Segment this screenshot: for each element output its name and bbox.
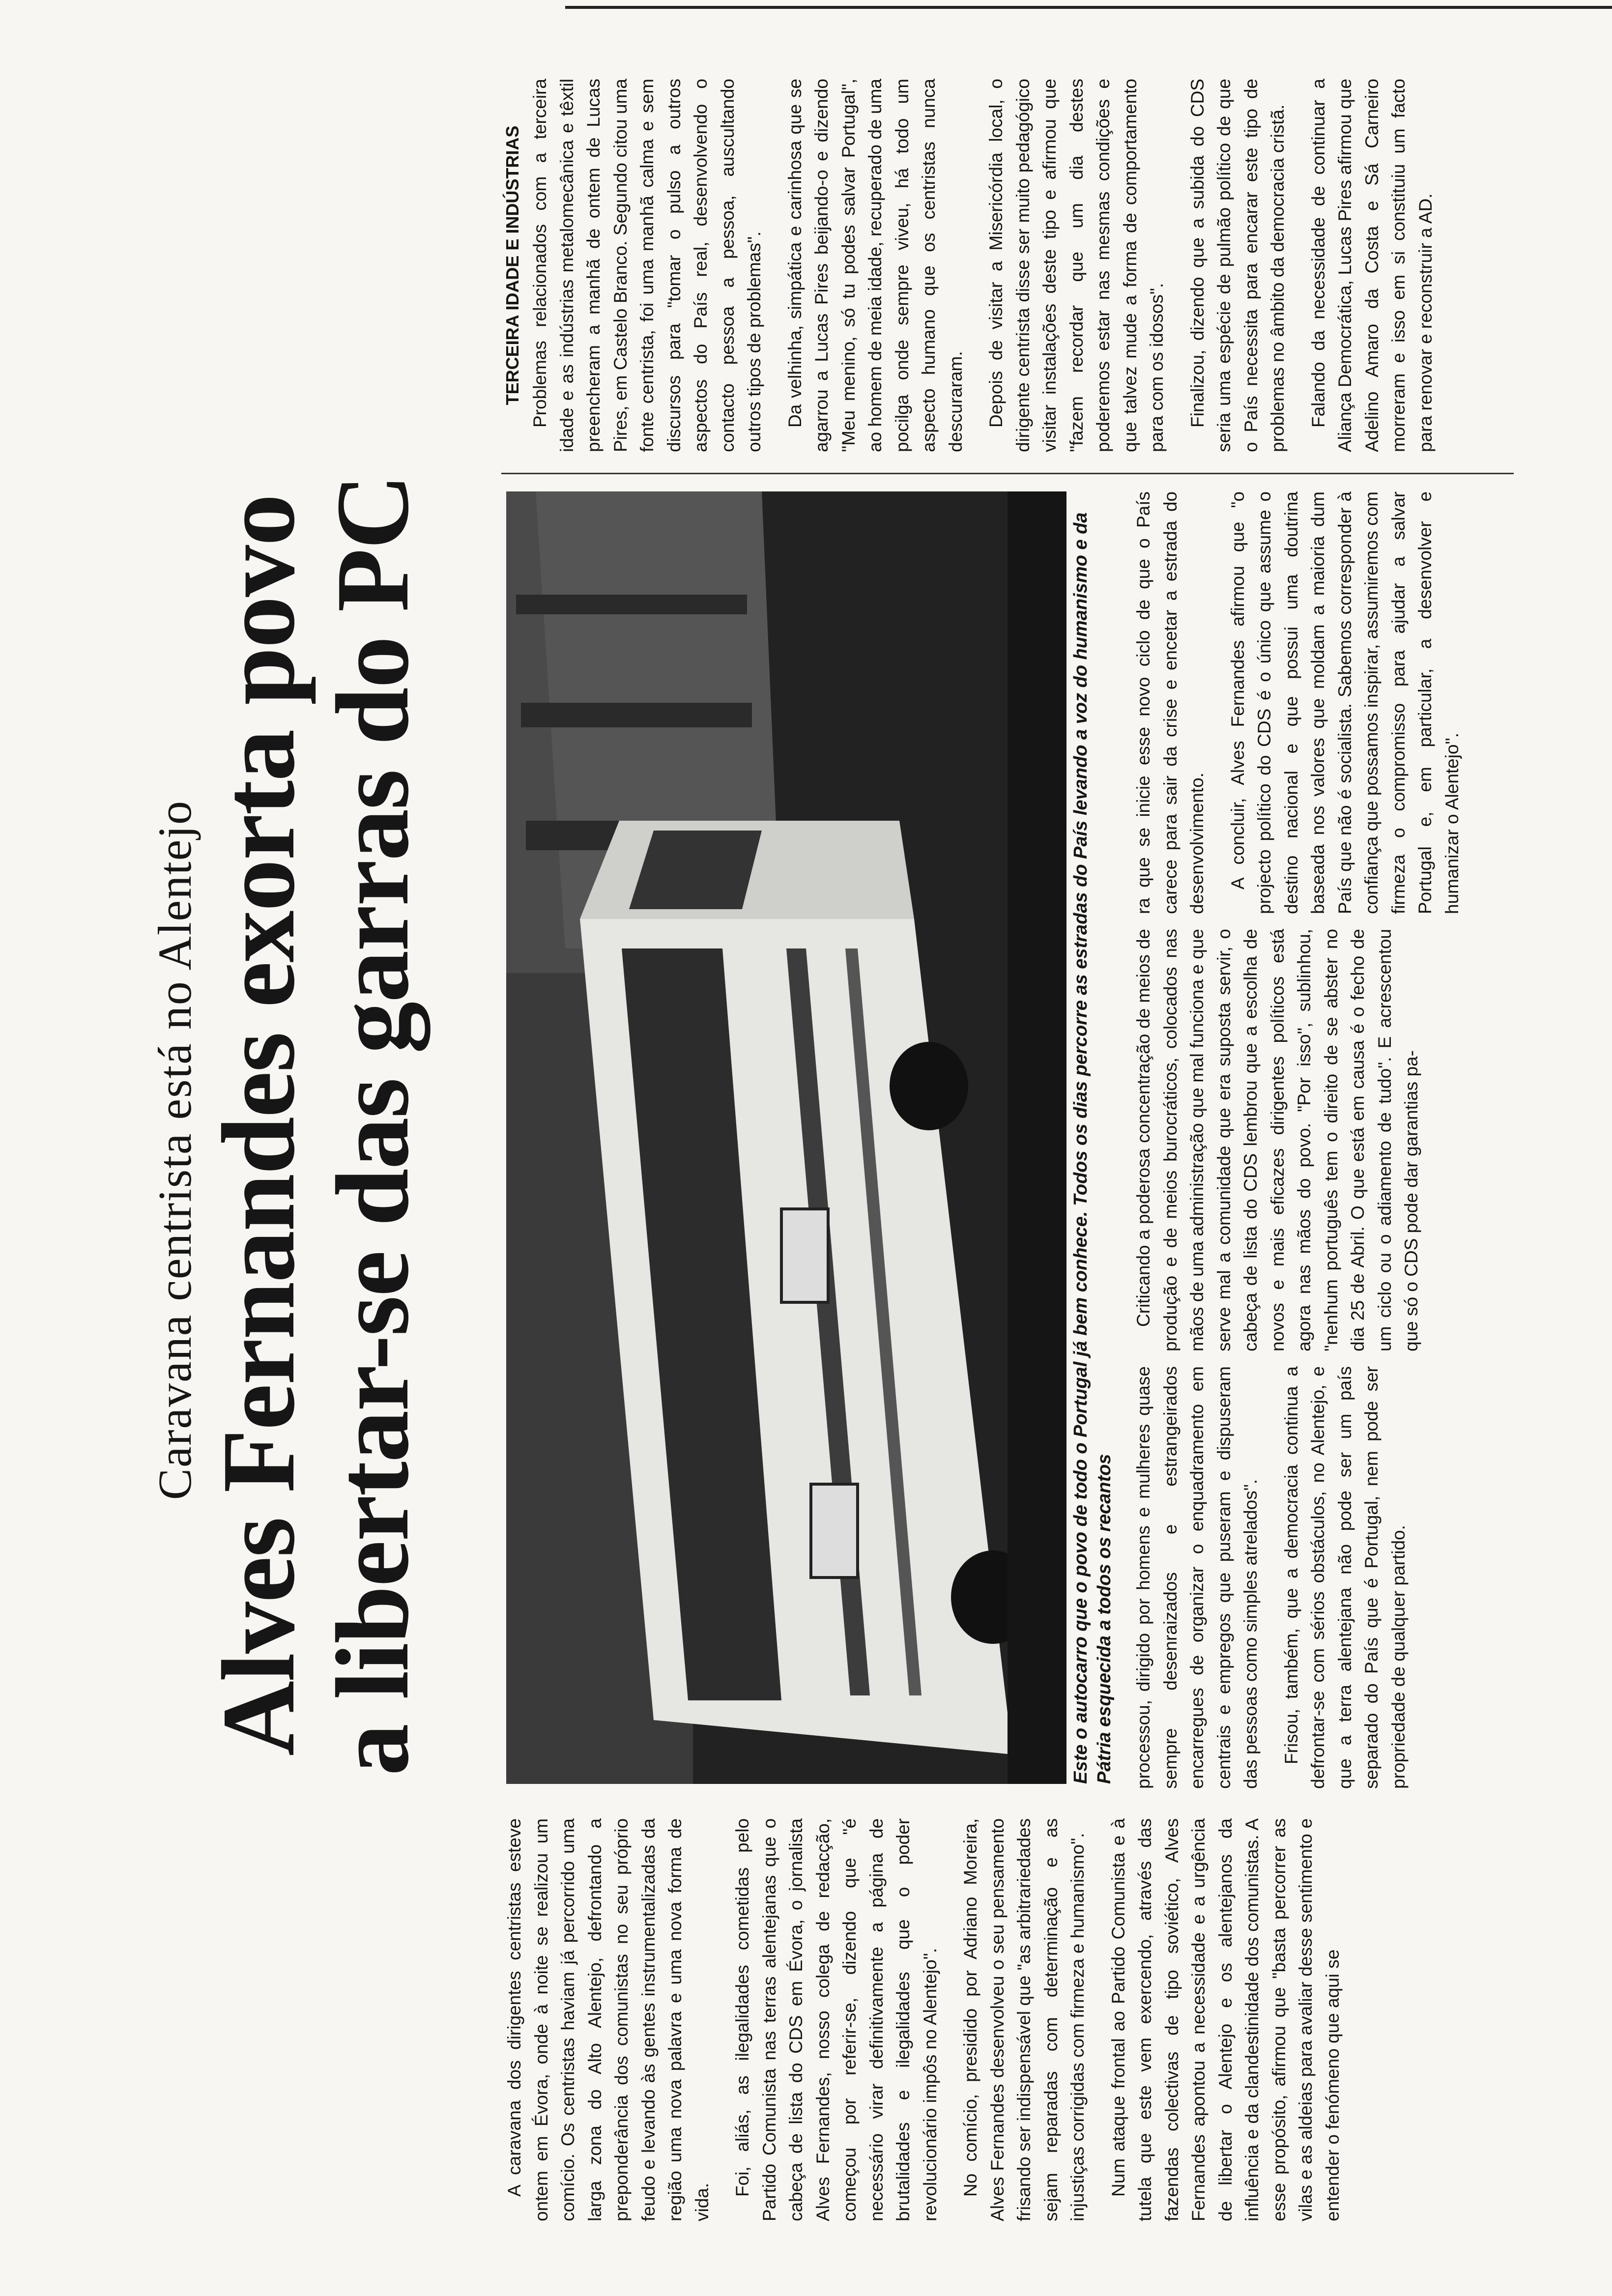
paragraph: A concluir, Alves Fernandes afirmou que "o projecto político do CDS é o único que assume o destino nacional e que possui uma doutrina baseada nos valores que moldam a maioria dum País que não é socialista. Sabemos corresponder à confiança que possamos inspirar, assumiremos com firmeza o compromisso para ajudar a salvar Portugal e, em particular, a desenvolver e humanizar o Alentejo". xyxy=(1227,491,1462,914)
subhead-terceira-idade: TERCEIRA IDADE E INDÚSTRIAS xyxy=(502,125,522,405)
headline-line-2: a libertar-se das garras do PC xyxy=(315,475,430,1776)
paragraph: Finalizou, dizendo que a subida do CDS seria uma espécie de pulmão político de que o País necessita para encarar este tipo de problemas no âmbito da democracia cristã. xyxy=(1187,79,1288,452)
column-2 xyxy=(1130,1366,1514,1789)
paragraph: ra que se inicie esse novo ciclo de que o País carece para sair da crise e encetar a estrada do desenvolvimento. xyxy=(1133,491,1207,914)
paragraph: Problemas relacionados com a terceira idade e as indústrias metalomecânica e têxtil preencheram a manhã de ontem de Lucas Pires, em Castelo Branco. Segundo citou uma fonte centrista, foi uma manhã calma e sem discursos para "tomar o pulso a outros aspectos do País real, desenvolvendo o contacto pessoa a pessoa, auscultando outros tipos de problemas". xyxy=(530,79,764,452)
column-1 xyxy=(501,1818,1514,2221)
paragraph: processou, dirigido por homens e mulheres quase sempre desenraizados e estrangeirados encarregues de organizar o enquadramento em centrais e empregos que puseram e dispuseram das pessoas como simples atrelados". xyxy=(1133,1366,1261,1789)
top-rule xyxy=(565,6,1612,9)
paragraph: Criticando a poderosa concentração de meios de produção e de meios burocráticos, colocados nas mãos de uma administração que mal funciona e que serve mal a comunidade que era suposta servir, o cabeça de lista do CDS lembrou que a escolha de novos e mais eficazes dirigentes políticos está agora nas mãos do povo. "Por isso", sublinhou, "nenhum português tem o direito de se abster no dia 25 de Abril. O que está em causa é o fecho de um ciclo ou o adiamento de tudo". E acrescentou que só o CDS pode dar garantias pa- xyxy=(1133,929,1421,1351)
paragraph: Da velhinha, simpática e carinhosa que se agarrou a Lucas Pires beijando-o e dizendo "Meu menino, só tu podes salvar Portugal", ao homem de meia idade, recuperado de uma pocilga onde sempre viveu, há todo um aspecto humano que os centristas nunca descuraram. xyxy=(784,79,966,452)
column-5 xyxy=(501,79,1514,452)
headline xyxy=(202,167,430,2084)
article xyxy=(128,79,1533,2231)
column-4 xyxy=(1130,491,1514,914)
paragraph: Num ataque frontal ao Partido Comunista e à tutela que este vem exercendo, através das fazendas colectivas de tipo soviético, Alves Fernandes apontou a necessidade e a urgência de libertar o Alentejo e os alentejanos da influência e da clandestinidade dos comunistas. A esse propósito, afirmou que "basta percorrer as vilas e as aldeias para avaliar desse sentimento e entender o fenómeno que aqui se xyxy=(1108,1818,1343,2221)
paragraph: A caravana dos dirigentes centristas esteve ontem em Évora, onde à noite se realizou um comício. Os centristas haviam já percorrido uma larga zona do Alto Alentejo, defrontando a preponderância dos comunistas no seu próprio feudo e levando às gentes instrumentalizadas da região uma nova palavra e uma nova forma de vida. xyxy=(504,1818,712,2221)
paragraph: Falando da necessidade de continuar a Aliança Democrática, Lucas Pires afirmou que Adelino Amaro da Costa e Sá Carneiro morreram e isso em si constituiu um facto para renovar e reconstruir a AD. xyxy=(1308,79,1436,452)
photo-caption: Este o autocarro que o povo de todo o Portugal já bem conhece. Todos os dias percorre as estradas do País levando a voz do humanismo e da Pátria esquecida a todos os recantos xyxy=(1070,512,1115,1784)
bus-photo-graphic xyxy=(506,491,1066,1784)
paragraph: Foi, aliás, as ilegalidades cometidas pelo Partido Comunista nas terras alentejanas que o cabeça de lista do CDS em Évora, o jornalista Alves Fernandes, nosso colega de redacção, começou por referir-se, dizendo que "é necessário virar definitivamente a página de brutalidades e ilegalidades que o poder revolucionário impôs no Alentejo". xyxy=(732,1818,940,2221)
column-3 xyxy=(1130,929,1514,1351)
paragraph: Depois de visitar a Misericórdia local, o dirigente centrista disse ser muito pedagógico visitar instalações deste tipo e afirmou que "fazem recordar que um dia destes poderemos estar nas mesmas condições e que talvez mude a forma de comportamento para com os idosos". xyxy=(986,79,1167,452)
paragraph: No comício, presidido por Adriano Moreira, Alves Fernandes desenvolveu o seu pensamento frisando ser indispensável que "as arbitrariedades sejam reparadas com determinação e as injustiças corrigidas com firmeza e humanismo". xyxy=(960,1818,1088,2221)
bus-photo xyxy=(506,491,1066,1784)
kicker: Caravana centrista está no Alentejo xyxy=(148,800,201,1500)
paragraph: Frisou, também, que a democracia continua a defrontar-se com sérios obstáculos, no Alentejo, e que a terra alentejana não pode ser um país separado do País que é Portugal, nem pode ser propriedade de qualquer partido. xyxy=(1281,1366,1409,1789)
headline-line-1: Alves Fernandes exorta povo xyxy=(201,494,316,1756)
column-divider xyxy=(501,473,1514,474)
